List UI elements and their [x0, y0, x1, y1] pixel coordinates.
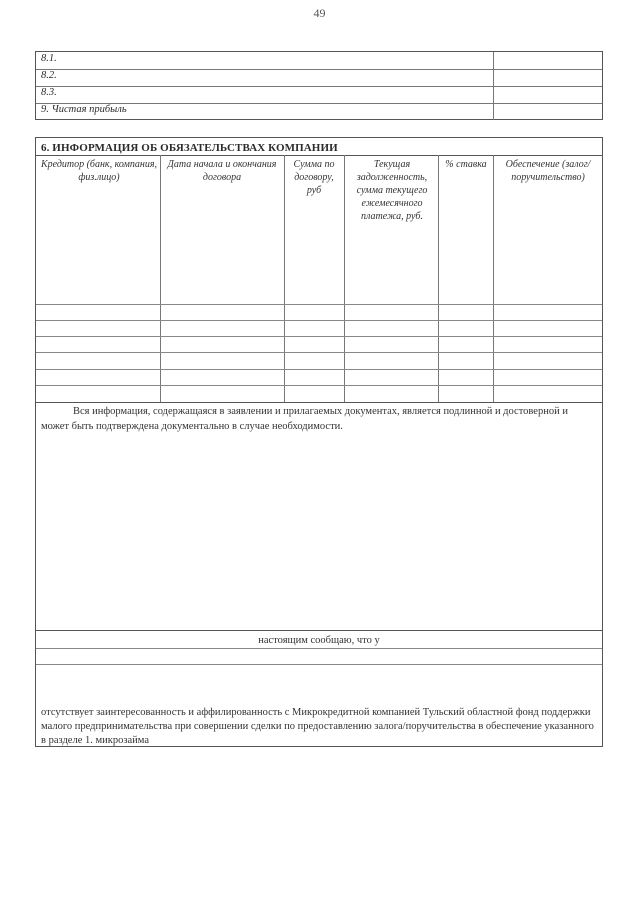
column-header-collateral: Обеспечение (залог/поручительство)	[505, 159, 591, 183]
row-divider	[36, 385, 602, 386]
row-label: 8.1.	[41, 53, 57, 64]
page-number: 49	[313, 6, 326, 20]
affiliation-statement: отсутствует заинтересованность и аффилированность с Микрокредитной компанией Тульский областной фонд поддержки малого предпринимательства при совершении сделки по предоставлению залога/поручительства в обеспечение указанного в разделе 1. микрозайма	[41, 707, 594, 746]
fill-in-line[interactable]	[36, 664, 602, 665]
row-divider	[36, 369, 602, 370]
row-label: 9. Чистая прибыль	[41, 104, 127, 115]
row-divider	[36, 304, 602, 305]
value-cell[interactable]	[493, 52, 603, 69]
row-divider	[36, 336, 602, 337]
row-label: 8.3.	[41, 87, 57, 98]
report-text: настоящим сообщаю, что у	[258, 635, 380, 646]
table-row	[36, 86, 602, 104]
column-divider	[160, 155, 161, 402]
obligations-section	[35, 137, 603, 747]
value-cell[interactable]	[493, 103, 603, 120]
column-header-creditor: Кредитор (банк, компания, физ.лицо)	[40, 159, 157, 183]
row-divider	[36, 352, 602, 353]
value-cell[interactable]	[493, 69, 603, 86]
column-divider	[438, 155, 439, 402]
table-bottom-border	[36, 402, 602, 403]
column-divider	[344, 155, 345, 402]
row-divider	[36, 320, 602, 321]
value-cell[interactable]	[493, 86, 603, 103]
financial-table	[35, 51, 603, 120]
column-divider	[284, 155, 285, 402]
declaration-text: Вся информация, содержащаяся в заявлении и прилагаемых документах, является подлинной и достоверной и может быть подтверждена документально в случае необходимости.	[41, 406, 568, 432]
column-divider	[493, 155, 494, 402]
row-label: 8.2.	[41, 70, 57, 81]
table-row	[36, 69, 602, 87]
section-title: 6. ИНФОРМАЦИЯ ОБ ОБЯЗАТЕЛЬСТВАХ КОМПАНИИ	[41, 142, 338, 154]
column-header-amount: Сумма по договору, руб	[293, 159, 335, 196]
divider	[36, 630, 602, 631]
fill-in-line[interactable]	[36, 648, 602, 649]
table-row	[36, 52, 602, 70]
column-header-debt: Текущая задолженность, сумма текущего ежемесячного платежа, руб.	[356, 159, 428, 222]
table-row	[36, 103, 602, 120]
divider	[36, 155, 602, 156]
column-header-dates: Дата начала и окончания договора	[167, 159, 277, 183]
column-header-rate: % ставка	[445, 159, 487, 170]
